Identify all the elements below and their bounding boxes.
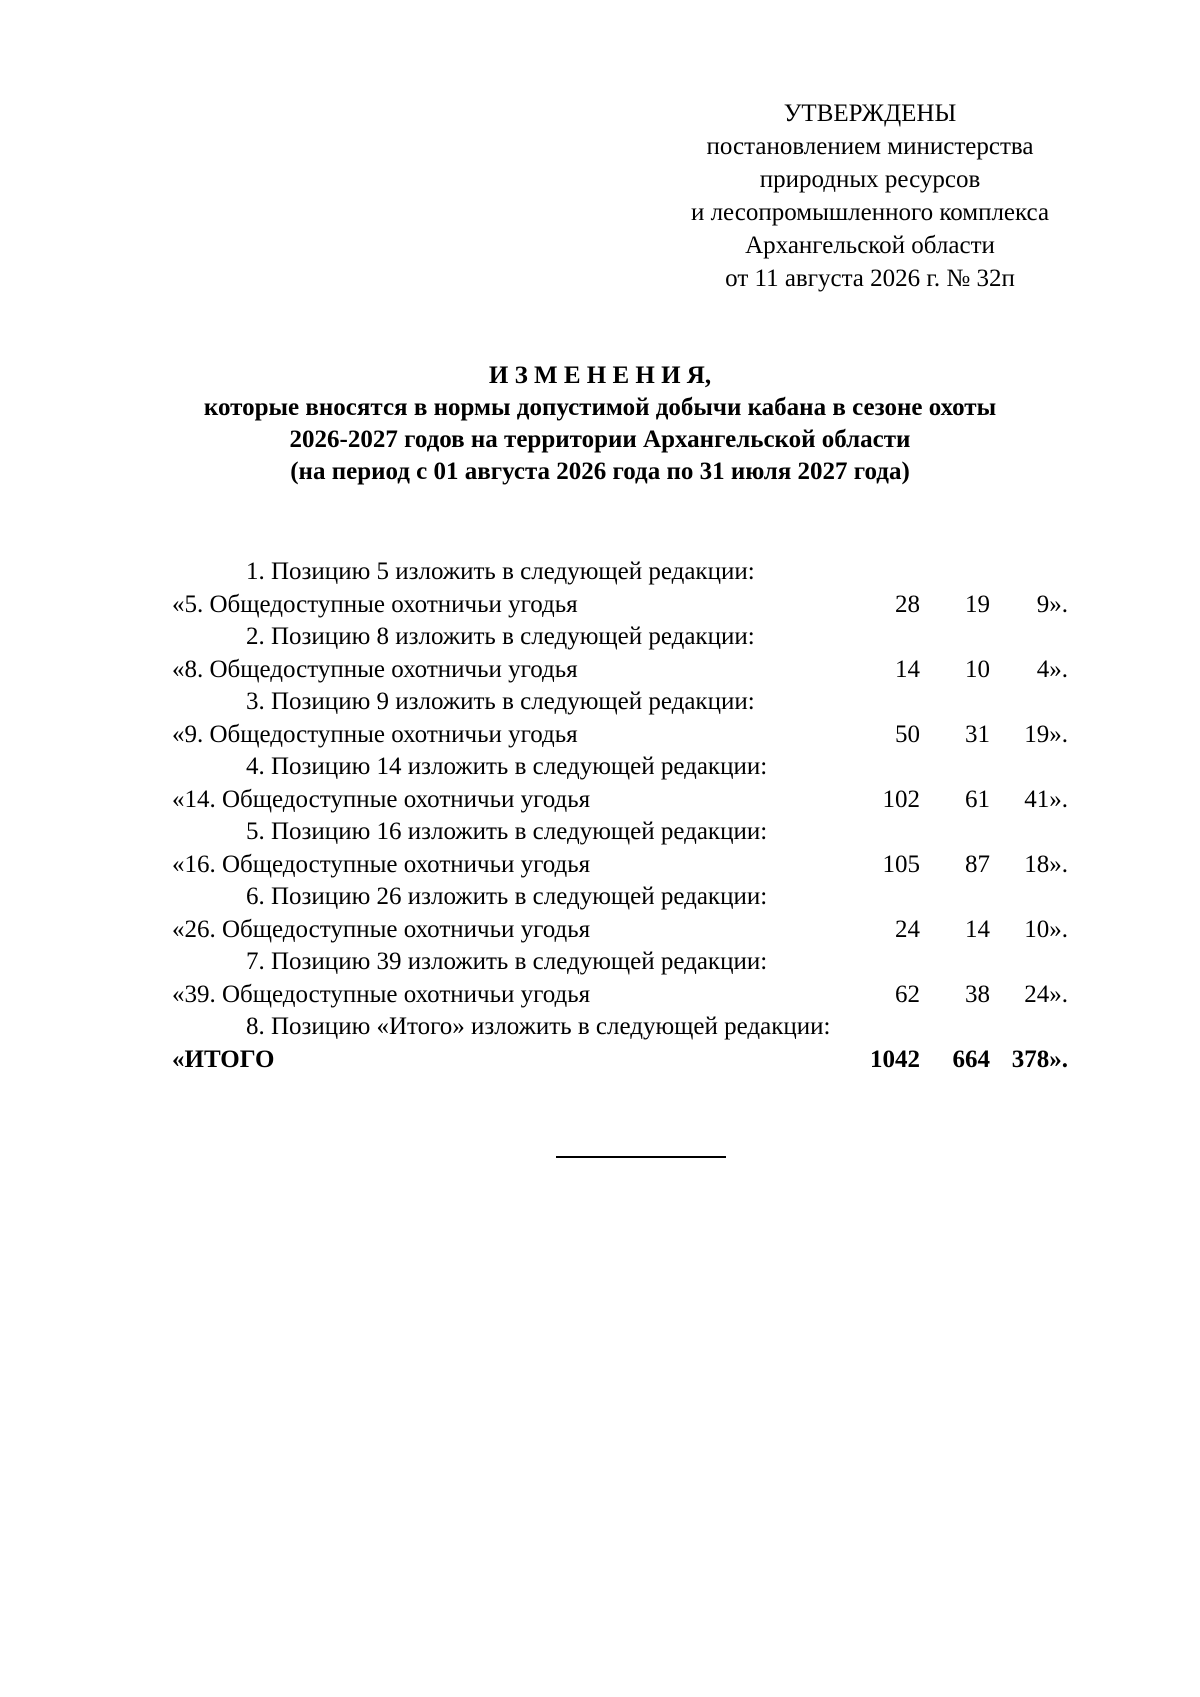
position-name: «14. Общедоступные охотничьи угодья xyxy=(172,785,591,813)
heading-line: которые вносятся в нормы допустимой добычи кабана в сезоне охоты xyxy=(203,394,997,421)
approval-line: Архангельской области xyxy=(745,232,995,259)
value-total: 50 xyxy=(895,720,920,748)
position-row xyxy=(0,589,1200,622)
heading-line: 2026-2027 годов на территории Архангельской области xyxy=(289,426,911,453)
value-adult: 19 xyxy=(965,590,990,618)
approval-line: постановлением министерства xyxy=(706,133,1034,160)
total-label: «ИТОГО xyxy=(172,1045,275,1073)
value-total: 14 xyxy=(895,655,920,683)
value-total: 102 xyxy=(882,785,920,813)
value-young: 41». xyxy=(1024,785,1068,813)
value-adult: 61 xyxy=(965,785,990,813)
change-instruction: 7. Позицию 39 изложить в следующей редакции: xyxy=(246,948,768,975)
closing-divider xyxy=(556,1156,726,1158)
position-row xyxy=(0,914,1200,947)
total-value-all: 1042 xyxy=(870,1045,920,1073)
total-instruction: 8. Позицию «Итого» изложить в следующей редакции: xyxy=(246,1013,831,1040)
approval-date-number: от 11 августа 2026 г. № 32п xyxy=(725,265,1015,292)
value-total: 24 xyxy=(895,915,920,943)
value-adult: 10 xyxy=(965,655,990,683)
value-adult: 87 xyxy=(965,850,990,878)
value-young: 24». xyxy=(1024,980,1068,1008)
value-adult: 14 xyxy=(965,915,990,943)
approval-line: и лесопромышленного комплекса xyxy=(690,199,1050,226)
change-instruction: 6. Позицию 26 изложить в следующей редакции: xyxy=(246,883,768,910)
change-instruction: 2. Позицию 8 изложить в следующей редакции: xyxy=(246,623,755,650)
value-adult: 38 xyxy=(965,980,990,1008)
document-heading xyxy=(150,360,1050,488)
position-name: «26. Общедоступные охотничьи угодья xyxy=(172,915,591,943)
position-name: «39. Общедоступные охотничьи угодья xyxy=(172,980,591,1008)
value-young: 19». xyxy=(1024,720,1068,748)
change-instruction: 1. Позицию 5 изложить в следующей редакции: xyxy=(246,558,755,585)
approval-line: природных ресурсов xyxy=(759,166,981,193)
position-row xyxy=(0,849,1200,882)
position-row xyxy=(0,719,1200,752)
position-row xyxy=(0,654,1200,687)
value-total: 105 xyxy=(882,850,920,878)
approval-stamp xyxy=(660,97,1080,295)
value-adult: 31 xyxy=(965,720,990,748)
value-young: 9». xyxy=(1036,590,1068,618)
position-name: «9. Общедоступные охотничьи угодья xyxy=(172,720,578,748)
value-total: 62 xyxy=(895,980,920,1008)
value-total: 28 xyxy=(895,590,920,618)
total-row xyxy=(0,1044,1200,1077)
changes-list xyxy=(0,556,1200,1076)
change-instruction: 4. Позицию 14 изложить в следующей редакции: xyxy=(246,753,768,780)
change-instruction: 3. Позицию 9 изложить в следующей редакции: xyxy=(246,688,755,715)
position-name: «8. Общедоступные охотничьи угодья xyxy=(172,655,578,683)
total-value-young: 378». xyxy=(1011,1045,1068,1073)
heading-title: И З М Е Н Е Н И Я, xyxy=(488,362,712,389)
total-value-adult: 664 xyxy=(952,1045,990,1073)
value-young: 10». xyxy=(1024,915,1068,943)
heading-line: (на период с 01 августа 2026 года по 31 июля 2027 года) xyxy=(290,458,910,485)
position-name: «5. Общедоступные охотничьи угодья xyxy=(172,590,578,618)
approval-title: УТВЕРЖДЕНЫ xyxy=(783,100,957,127)
value-young: 18». xyxy=(1024,850,1068,878)
position-row xyxy=(0,979,1200,1012)
value-young: 4». xyxy=(1036,655,1068,683)
position-name: «16. Общедоступные охотничьи угодья xyxy=(172,850,591,878)
position-row xyxy=(0,784,1200,817)
change-instruction: 5. Позицию 16 изложить в следующей редакции: xyxy=(246,818,768,845)
